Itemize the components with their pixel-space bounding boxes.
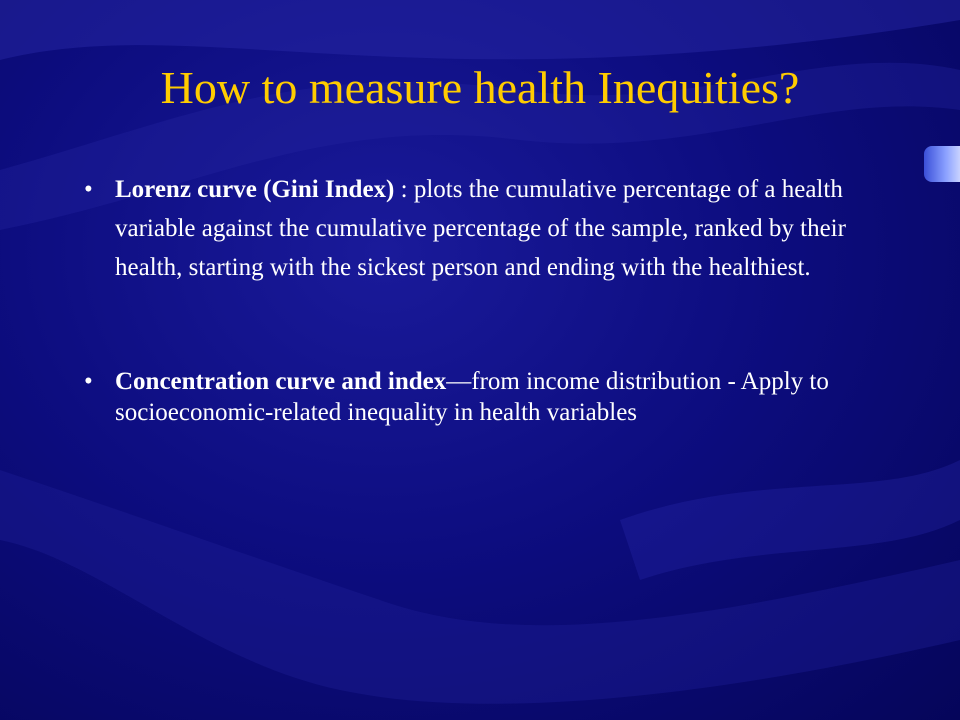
bullet-term: Lorenz curve (Gini Index) xyxy=(115,176,395,203)
bullet-concentration-curve xyxy=(84,366,884,428)
bullet-term: Concentration curve and index xyxy=(115,368,447,395)
bullet-list xyxy=(84,170,884,428)
bullet-text: : plots the cumulative percentage of a health variable against the cumulative percentage of the sample, ranked by their health, starting with the sickest person and ending with the healthiest. xyxy=(115,176,846,281)
bullet-lorenz-curve xyxy=(84,170,884,287)
accent-tab-decoration xyxy=(924,146,960,182)
bullet-marker: • xyxy=(84,368,93,395)
bullet-text: —from income distribution - Apply to socioeconomic-related inequality in health variables xyxy=(115,368,829,426)
bullet-marker: • xyxy=(84,176,93,203)
slide-title: How to measure health Inequities? xyxy=(160,62,800,113)
